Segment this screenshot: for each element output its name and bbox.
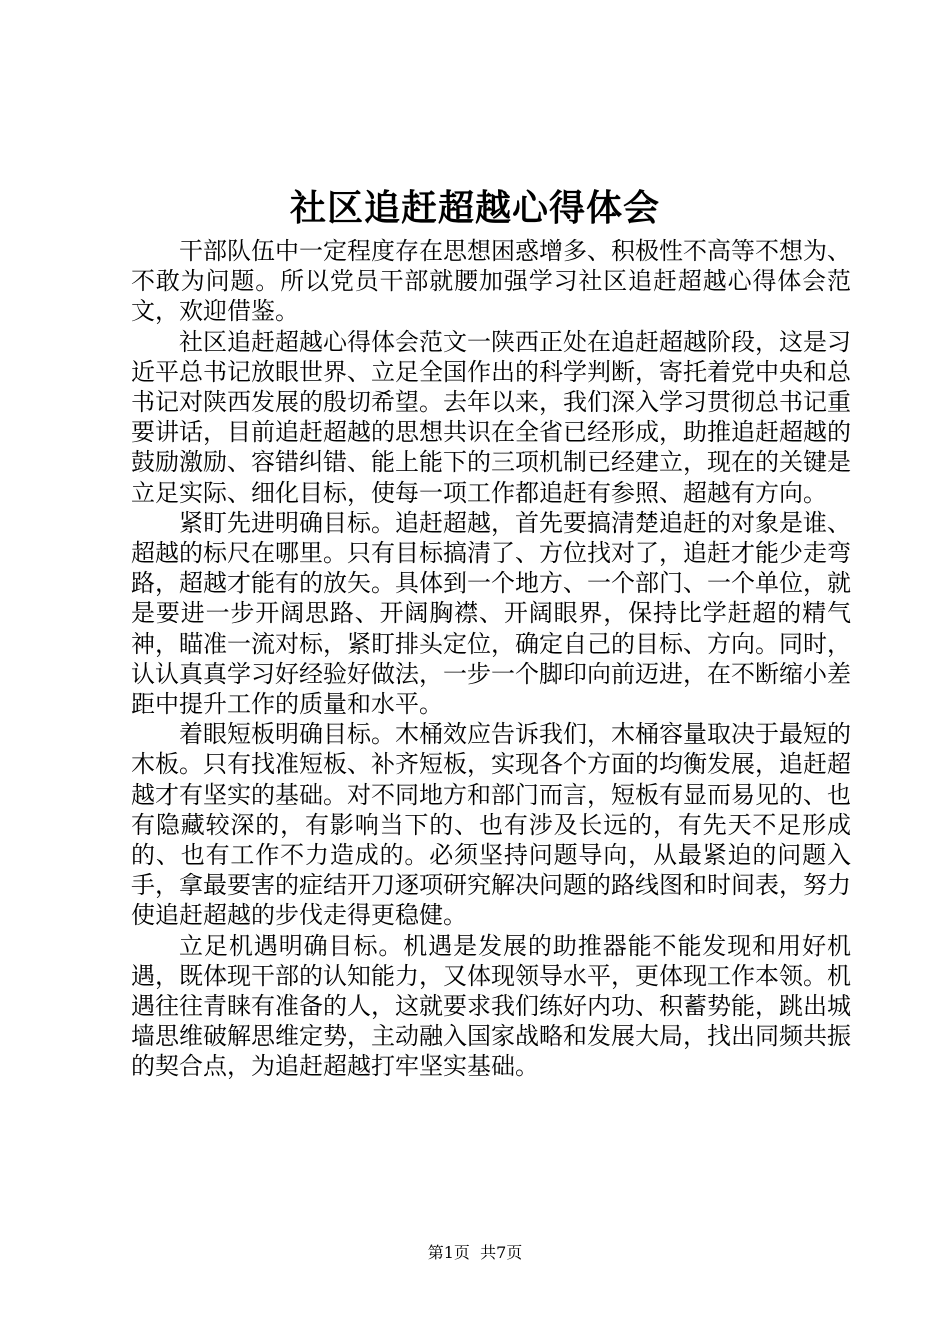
page-footer <box>0 1243 950 1263</box>
document-body <box>131 236 851 1082</box>
paragraph-opportunity-goals: 立足机遇明确目标。机遇是发展的助推器能不能发现和用好机遇，既体现干部的认知能力，又体现领导水平，更体现工作本领。机遇往往青睐有准备的人，这就要求我们练好内功、积蓄势能，跳出城墙思维破解思维定势，主动融入国家战略和发展大局，找出同频共振的契合点，为追赶超越打牢坚实基础。 <box>131 931 851 1081</box>
page-number: 第1页 <box>427 1243 470 1262</box>
paragraph-shortboard-goals: 着眼短板明确目标。木桶效应告诉我们，木桶容量取决于最短的木板。只有找准短板、补齐短板，实现各个方面的均衡发展，追赶超越才有坚实的基础。对不同地方和部门而言，短板有显而易见的、也有隐藏较深的，有影响当下的、也有涉及长远的，有先天不足形成的、也有工作不力造成的。必须坚持问题导向，从最紧迫的问题入手，拿最要害的症结开刀逐项研究解决问题的路线图和时间表，努力使追赶超越的步伐走得更稳健。 <box>131 720 851 930</box>
page-total: 共7页 <box>480 1243 523 1262</box>
paragraph-benchmark-goals: 紧盯先进明确目标。追赶超越，首先要搞清楚追赶的对象是谁、超越的标尺在哪里。只有目标搞清了、方位找对了，追赶才能少走弯路，超越才能有的放矢。具体到一个地方、一个部门、一个单位，就是要进一步开阔思路、开阔胸襟、开阔眼界，保持比学赶超的精气神，瞄准一流对标，紧盯排头定位，确定自己的目标、方向。同时，认认真真学习好经验好做法，一步一个脚印向前迈进，在不断缩小差距中提升工作的质量和水平。 <box>131 508 851 719</box>
page-title: 社区追赶超越心得体会 <box>289 187 660 229</box>
paragraph-intro: 干部队伍中一定程度存在思想困惑增多、积极性不高等不想为、不敢为问题。所以党员干部就腰加强学习社区追赶超越心得体会范文，欢迎借鉴。 <box>131 237 851 326</box>
paragraph-essay-one: 社区追赶超越心得体会范文一陕西正处在追赶超越阶段，这是习近平总书记放眼世界、立足全国作出的科学判断，寄托着党中央和总书记对陕西发展的殷切希望。去年以来，我们深入学习贯彻总书记重要讲话，目前追赶超越的思想共识在全省已经形成，助推追赶超越的鼓励激励、容错纠错、能上能下的三项机制已经建立，现在的关键是立足实际、细化目标，使每一项工作都追赶有参照、超越有方向。 <box>131 327 851 507</box>
